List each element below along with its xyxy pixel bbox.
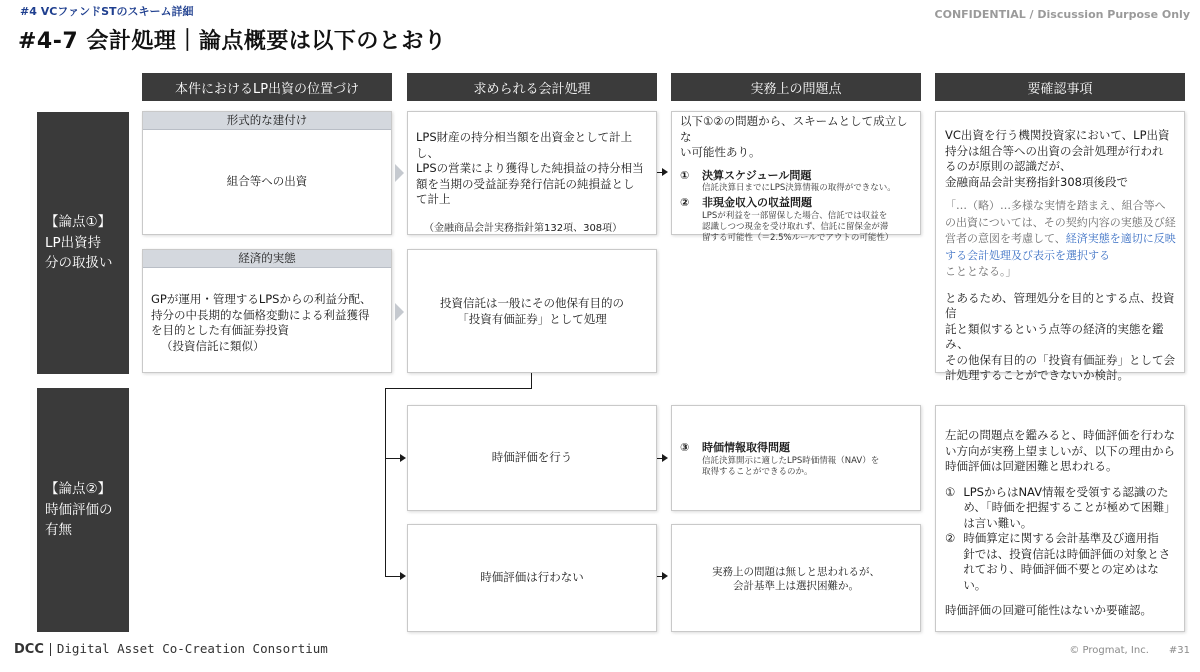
treatment-reference-note: （金融商品会計実務指針第132項、308項） bbox=[424, 222, 623, 234]
problems-box-1 bbox=[671, 111, 921, 244]
column-header-treatment: 求められる会計処理 bbox=[407, 73, 657, 101]
confirmation-line: VC出資を行う機関投資家において、LP出資 bbox=[945, 128, 1170, 142]
option-no-fair-value-box: 時価評価は行わない bbox=[407, 524, 657, 632]
problem-none-line: 実務上の問題は無しと思われるが、 bbox=[712, 566, 880, 578]
treatment-line: て計上 bbox=[416, 192, 451, 207]
problem-title: 時価情報取得問題 bbox=[702, 441, 790, 454]
problem-description: 信託決算開示に適したLPS時価情報（NAV）を bbox=[702, 455, 880, 466]
treatment-line: LPS財産の持分相当額を出資金として計上し、 bbox=[416, 130, 633, 160]
economic-substance-body bbox=[143, 268, 391, 354]
arrow-right-icon bbox=[400, 572, 406, 580]
page-number: #31 bbox=[1168, 645, 1190, 656]
formal-structure-box bbox=[142, 111, 392, 235]
problem-number: ③ bbox=[680, 441, 690, 454]
column-header-position: 本件におけるLP出資の位置づけ bbox=[142, 73, 392, 101]
problem-title: 決算スケジュール問題 bbox=[702, 168, 812, 182]
problem-number: ② bbox=[680, 196, 690, 210]
confidential-notice: CONFIDENTIAL / Discussion Purpose Only bbox=[934, 8, 1190, 21]
arrow-right-icon bbox=[662, 168, 668, 176]
problem-title: 非現金収入の収益問題 bbox=[702, 196, 812, 210]
economic-substance-line: 持分の中長期的な価格変動による利益獲得 bbox=[151, 307, 370, 322]
problem-item-2 bbox=[680, 196, 914, 244]
quote-text: こととなる。」 bbox=[945, 265, 1017, 279]
issue-1-tag: 【論点①】 bbox=[45, 213, 112, 230]
connector-line bbox=[385, 576, 401, 577]
footer-meta bbox=[1049, 645, 1190, 656]
reason-line: 時価算定に関する会計基準及び適用指 bbox=[963, 531, 1159, 546]
issue-2-title-line1: 時価評価の bbox=[45, 501, 113, 518]
confirmation-line: 計処理することができないか検討。 bbox=[945, 368, 1129, 383]
confirmation-line: 左記の問題点を鑑みると、時価評価を行わな bbox=[945, 428, 1175, 442]
problems-intro: い可能性あり。 bbox=[680, 145, 761, 160]
issue-2-title-line2: 有無 bbox=[45, 522, 72, 539]
arrow-right-icon bbox=[662, 572, 668, 580]
problem-description: 取得することができるのか。 bbox=[702, 466, 813, 477]
chevron-right-icon bbox=[395, 164, 404, 182]
reason-number: ① bbox=[945, 484, 956, 499]
option-fair-value-box: 時価評価を行う bbox=[407, 405, 657, 511]
issue-2-label bbox=[37, 388, 129, 632]
footer-logo bbox=[14, 641, 328, 657]
reason-line: れており、時価評価不要との定めはない。 bbox=[963, 562, 1159, 592]
treatment-substance-line: 投資信託は一般にその他保有目的の bbox=[440, 296, 624, 310]
page-title: #4-7 会計処理｜論点概要は以下のとおり bbox=[18, 29, 447, 54]
issue-1-label bbox=[37, 112, 129, 374]
confirmation-line: 金融商品会計実務指針308項後段で bbox=[945, 174, 1128, 189]
treatment-substance-line: 「投資有価証券」として処理 bbox=[457, 311, 607, 326]
confirmation-intro bbox=[945, 428, 1176, 475]
arrow-right-icon bbox=[662, 454, 668, 462]
reason-line: め、「時価を把握することが極めて困難」 bbox=[963, 500, 1176, 515]
problem-description: 留する可能性（＝2.5%ルールでアウトの可能性） bbox=[702, 233, 894, 244]
treatment-substance-box bbox=[407, 249, 657, 373]
connector-line bbox=[531, 373, 532, 388]
organization-name: Digital Asset Co-Creation Consortium bbox=[56, 641, 328, 656]
confirmation-box-1 bbox=[935, 111, 1185, 383]
economic-substance-line: を目的とした有価証券投資 bbox=[151, 323, 289, 338]
dcc-logo: DCC bbox=[14, 642, 44, 657]
problem-none-line: 会計基準上は選択困難か。 bbox=[733, 580, 859, 593]
treatment-formal-box bbox=[407, 111, 657, 235]
problems-box-2 bbox=[671, 405, 921, 511]
confirmation-line: 時価評価は回避困難と思われる。 bbox=[945, 459, 1118, 474]
connector-line bbox=[385, 458, 401, 459]
issue-1-title-line2: 分の取扱い bbox=[45, 255, 113, 272]
reason-number: ② bbox=[945, 531, 956, 546]
arrow-right-icon bbox=[400, 454, 406, 462]
quote-highlight: 経済実態を適切に反映する会計処理及び表示を選択する bbox=[945, 232, 1176, 262]
chevron-right-icon bbox=[395, 303, 404, 321]
reason-line: LPSからはNAV情報を受領する認識のた bbox=[963, 484, 1169, 499]
confirmation-line: その他保有目的の「投資有価証券」として会 bbox=[945, 352, 1175, 367]
confirmation-box-2 bbox=[935, 405, 1185, 632]
guideline-quote bbox=[945, 198, 1176, 281]
confirmation-line: 託と類似するという点等の経済的実態を鑑み、 bbox=[945, 321, 1164, 352]
reason-line: 針では、投資信託は時価評価の対象とさ bbox=[963, 546, 1171, 561]
connector-line bbox=[385, 388, 532, 389]
problem-description: 信託決算日までにLPS決算情報の取得ができない。 bbox=[702, 183, 896, 194]
formal-structure-subhead: 形式的な建付け bbox=[143, 112, 391, 130]
problems-box-3 bbox=[671, 524, 921, 632]
problem-item-3 bbox=[680, 441, 914, 478]
confirmation-line: 持分は組合等への出資の会計処理が行われ bbox=[945, 143, 1164, 158]
economic-substance-line: （投資信託に類似） bbox=[161, 338, 265, 353]
confirmation-line: るのが原則の認識だが、 bbox=[945, 159, 1072, 174]
column-header-problems: 実務上の問題点 bbox=[671, 73, 921, 101]
issue-1-title-line1: LP出資持 bbox=[45, 234, 102, 251]
connector-line bbox=[385, 388, 386, 576]
economic-substance-line: GPが運用・管理するLPSからの利益分配、 bbox=[151, 292, 372, 306]
confirmation-conclusion: 時価評価の回避可能性はないか要確認。 bbox=[945, 603, 1152, 618]
problem-description: 認識しつつ現金を受け取れず、信託に留保金が滞 bbox=[702, 222, 889, 233]
quote-text: 「…（略）…多様な実情を踏まえ、組合等への出資については、その契約内容の実態及び経営者の意図を考慮して、 bbox=[945, 199, 1176, 246]
problems-intro: 以下①②の問題から、スキームとして成立しな bbox=[680, 114, 908, 144]
confirmation-line: とあるため、管理処分を目的とする点、投資信 bbox=[945, 290, 1175, 321]
problem-item-1 bbox=[680, 169, 914, 195]
problem-number: ① bbox=[680, 168, 690, 182]
issue-2-tag: 【論点②】 bbox=[45, 480, 112, 497]
confirmation-conclusion bbox=[945, 291, 1176, 384]
reason-item-2 bbox=[945, 531, 1176, 593]
treatment-line: LPSの営業により獲得した純損益の持分相当 bbox=[416, 161, 644, 176]
breadcrumb: #4 VCファンドSTのスキーム詳細 bbox=[20, 5, 194, 18]
copyright: © Progmat, Inc. bbox=[1069, 645, 1149, 656]
confirmation-line: い方向が実務上望ましいが、以下の理由から bbox=[945, 443, 1175, 458]
reason-line: は言い難い。 bbox=[963, 515, 1033, 530]
problem-description: LPSが利益を一部留保した場合、信託では収益を bbox=[702, 211, 888, 222]
formal-structure-body: 組合等への出資 bbox=[226, 174, 308, 189]
reason-item-1 bbox=[945, 485, 1176, 532]
economic-substance-subhead: 経済的実態 bbox=[143, 250, 391, 268]
column-header-confirmations: 要確認事項 bbox=[935, 73, 1185, 101]
economic-substance-box bbox=[142, 249, 392, 373]
treatment-line: 額を当期の受益証券発行信託の純損益とし bbox=[416, 176, 635, 191]
